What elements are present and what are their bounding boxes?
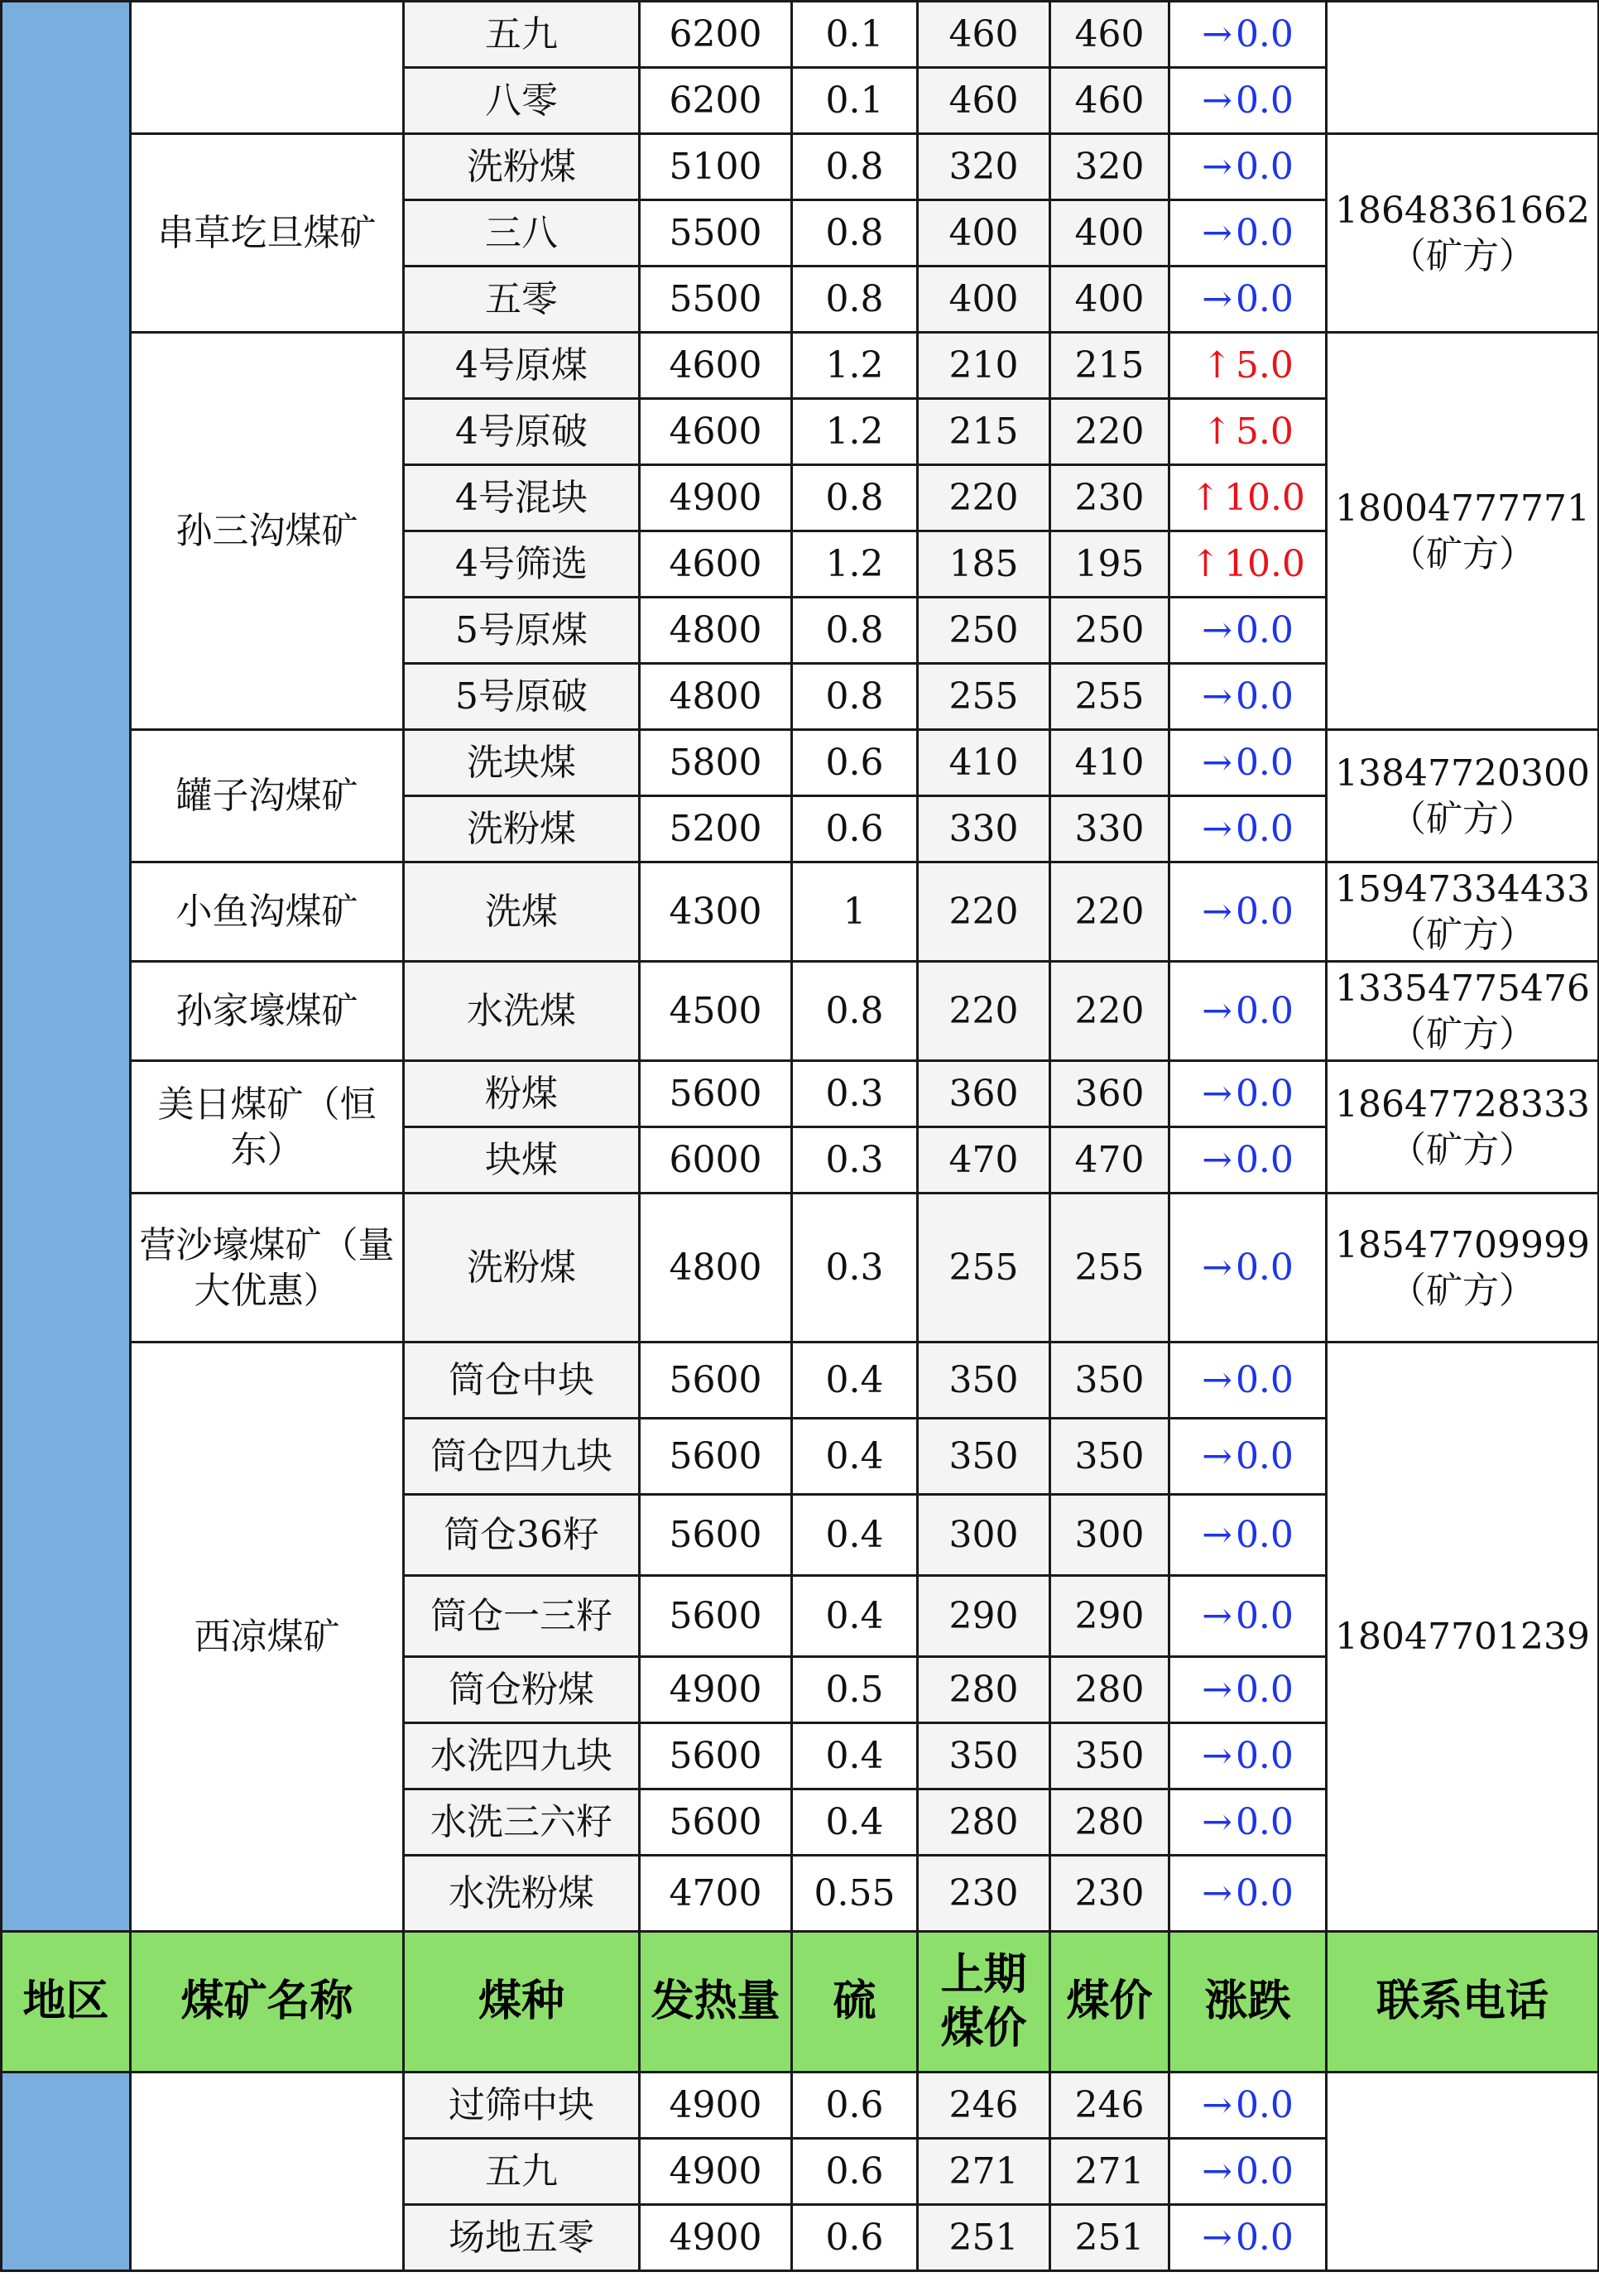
sulfur-cell: 0.4 xyxy=(792,1495,918,1576)
table-row xyxy=(2,730,1599,796)
price-cell: 400 xyxy=(1050,267,1169,333)
change-cell xyxy=(1169,134,1327,200)
prev-price-cell: 230 xyxy=(918,1856,1050,1932)
price-cell: 255 xyxy=(1050,664,1169,730)
change-cell xyxy=(1169,2073,1327,2139)
coal-type-cell: 洗粉煤 xyxy=(404,1194,640,1343)
prev-price-cell: 400 xyxy=(918,267,1050,333)
header-change: 涨跌 xyxy=(1169,1932,1327,2073)
heat-value-cell: 5500 xyxy=(640,200,792,267)
prev-price-cell: 350 xyxy=(918,1343,1050,1419)
phone-note: （矿方） xyxy=(1390,797,1535,840)
coal-type-cell: 洗粉煤 xyxy=(404,796,640,862)
price-cell: 470 xyxy=(1050,1127,1169,1194)
coal-type-cell: 筒仓36籽 xyxy=(404,1495,640,1576)
change-value: 0.0 xyxy=(1235,1669,1294,1711)
mine-name-cell xyxy=(131,2,404,134)
phone-cell xyxy=(1327,730,1599,862)
price-cell: 280 xyxy=(1050,1789,1169,1856)
header-price: 煤价 xyxy=(1050,1932,1169,2073)
change-value: 0.0 xyxy=(1235,990,1294,1032)
coal-type-cell: 4号原破 xyxy=(404,399,640,465)
heat-value-cell: 5600 xyxy=(640,1723,792,1789)
sulfur-cell: 0.3 xyxy=(792,1127,918,1194)
coal-type-cell: 粉煤 xyxy=(404,1061,640,1127)
heat-value-cell: 4300 xyxy=(640,862,792,962)
coal-type-cell: 4号混块 xyxy=(404,465,640,531)
sulfur-cell: 0.8 xyxy=(792,962,918,1061)
sulfur-cell: 0.8 xyxy=(792,200,918,267)
price-cell: 280 xyxy=(1050,1657,1169,1723)
right-arrow-icon: → xyxy=(1202,609,1232,651)
change-value: 10.0 xyxy=(1223,477,1305,519)
right-arrow-icon: → xyxy=(1202,1735,1232,1777)
right-arrow-icon: → xyxy=(1202,1359,1232,1401)
change-cell xyxy=(1169,598,1327,664)
change-cell xyxy=(1169,465,1327,531)
coal-type-cell: 块煤 xyxy=(404,1127,640,1194)
prev-price-cell: 220 xyxy=(918,862,1050,962)
heat-value-cell: 4600 xyxy=(640,531,792,598)
sulfur-cell: 0.6 xyxy=(792,2205,918,2271)
prev-price-cell: 460 xyxy=(918,2,1050,68)
price-cell: 215 xyxy=(1050,333,1169,399)
change-cell xyxy=(1169,1723,1327,1789)
phone-number: 18648361662 xyxy=(1335,189,1590,232)
phone-note: （矿方） xyxy=(1390,913,1535,956)
table-row xyxy=(2,1343,1599,1419)
sulfur-cell: 0.6 xyxy=(792,2139,918,2205)
heat-value-cell: 6200 xyxy=(640,68,792,134)
change-value: 5.0 xyxy=(1235,344,1294,387)
sulfur-cell: 0.55 xyxy=(792,1856,918,1932)
sulfur-cell: 1.2 xyxy=(792,531,918,598)
phone-number: 13354775476 xyxy=(1335,967,1590,1010)
change-value: 0.0 xyxy=(1235,212,1294,254)
up-arrow-icon: ↑ xyxy=(1190,543,1221,585)
prev-price-cell: 251 xyxy=(918,2205,1050,2271)
sulfur-cell: 1 xyxy=(792,862,918,962)
coal-type-cell: 筒仓一三籽 xyxy=(404,1576,640,1657)
coal-type-cell: 过筛中块 xyxy=(404,2073,640,2139)
phone-note: （矿方） xyxy=(1390,1269,1535,1312)
price-cell: 230 xyxy=(1050,465,1169,531)
coal-type-cell: 洗块煤 xyxy=(404,730,640,796)
sulfur-cell: 0.8 xyxy=(792,598,918,664)
sulfur-cell: 0.8 xyxy=(792,134,918,200)
sulfur-cell: 0.4 xyxy=(792,1419,918,1495)
phone-number: 18047701239 xyxy=(1335,1616,1590,1658)
change-value: 0.0 xyxy=(1235,742,1294,784)
coal-type-cell: 洗粉煤 xyxy=(404,134,640,200)
phone-cell xyxy=(1327,333,1599,730)
right-arrow-icon: → xyxy=(1202,742,1232,784)
change-cell xyxy=(1169,2139,1327,2205)
prev-price-cell: 255 xyxy=(918,1194,1050,1343)
right-arrow-icon: → xyxy=(1202,1669,1232,1711)
table-row xyxy=(2,134,1599,200)
change-value: 0.0 xyxy=(1235,891,1294,933)
change-value: 0.0 xyxy=(1235,675,1294,718)
coal-type-cell: 筒仓粉煤 xyxy=(404,1657,640,1723)
change-value: 0.0 xyxy=(1235,1735,1294,1777)
price-cell: 460 xyxy=(1050,2,1169,68)
change-cell xyxy=(1169,531,1327,598)
change-value: 0.0 xyxy=(1235,1246,1294,1289)
prev-price-cell: 360 xyxy=(918,1061,1050,1127)
sulfur-cell: 0.3 xyxy=(792,1194,918,1343)
heat-value-cell: 5600 xyxy=(640,1061,792,1127)
change-cell xyxy=(1169,1495,1327,1576)
mine-name-cell: 美日煤矿（恒东） xyxy=(131,1061,404,1194)
phone-number: 18004777771 xyxy=(1335,487,1590,530)
phone-note: （矿方） xyxy=(1390,234,1535,277)
right-arrow-icon: → xyxy=(1202,2150,1232,2193)
change-cell xyxy=(1169,862,1327,962)
right-arrow-icon: → xyxy=(1202,146,1232,188)
right-arrow-icon: → xyxy=(1202,990,1232,1032)
region-cell xyxy=(2,2,131,1932)
mine-name-cell: 罐子沟煤矿 xyxy=(131,730,404,862)
table-row xyxy=(2,1194,1599,1343)
sulfur-cell: 0.6 xyxy=(792,796,918,862)
right-arrow-icon: → xyxy=(1202,1435,1232,1477)
sulfur-cell: 0.4 xyxy=(792,1576,918,1657)
table-row xyxy=(2,862,1599,962)
change-value: 0.0 xyxy=(1235,79,1294,122)
change-cell xyxy=(1169,1061,1327,1127)
price-cell: 320 xyxy=(1050,134,1169,200)
right-arrow-icon: → xyxy=(1202,808,1232,850)
heat-value-cell: 4900 xyxy=(640,465,792,531)
change-value: 5.0 xyxy=(1235,411,1294,453)
sulfur-cell: 0.8 xyxy=(792,664,918,730)
up-arrow-icon: ↑ xyxy=(1202,344,1232,387)
prev-price-cell: 280 xyxy=(918,1657,1050,1723)
phone-cell xyxy=(1327,134,1599,333)
mine-name-cell: 孙三沟煤矿 xyxy=(131,333,404,730)
change-cell xyxy=(1169,962,1327,1061)
price-cell: 271 xyxy=(1050,2139,1169,2205)
heat-value-cell: 4900 xyxy=(640,2139,792,2205)
right-arrow-icon: → xyxy=(1202,278,1232,320)
up-arrow-icon: ↑ xyxy=(1190,477,1221,519)
change-cell xyxy=(1169,399,1327,465)
price-cell: 350 xyxy=(1050,1723,1169,1789)
right-arrow-icon: → xyxy=(1202,1801,1232,1843)
heat-value-cell: 4800 xyxy=(640,598,792,664)
right-arrow-icon: → xyxy=(1202,1595,1232,1637)
right-arrow-icon: → xyxy=(1202,1246,1232,1289)
change-cell xyxy=(1169,68,1327,134)
change-value: 0.0 xyxy=(1235,1435,1294,1477)
sulfur-cell: 0.4 xyxy=(792,1723,918,1789)
coal-type-cell: 场地五零 xyxy=(404,2205,640,2271)
heat-value-cell: 5600 xyxy=(640,1419,792,1495)
prev-price-cell: 255 xyxy=(918,664,1050,730)
phone-cell xyxy=(1327,1343,1599,1932)
mine-name-cell: 孙家壕煤矿 xyxy=(131,962,404,1061)
prev-price-cell: 280 xyxy=(918,1789,1050,1856)
price-cell: 330 xyxy=(1050,796,1169,862)
table-row xyxy=(2,962,1599,1061)
prev-price-cell: 246 xyxy=(918,2073,1050,2139)
change-value: 0.0 xyxy=(1235,808,1294,850)
mine-name-cell: 西凉煤矿 xyxy=(131,1343,404,1932)
phone-number: 13847720300 xyxy=(1335,752,1590,795)
phone-cell xyxy=(1327,962,1599,1061)
heat-value-cell: 5800 xyxy=(640,730,792,796)
prev-price-cell: 320 xyxy=(918,134,1050,200)
change-value: 0.0 xyxy=(1235,13,1294,55)
change-cell xyxy=(1169,1194,1327,1343)
prev-price-cell: 410 xyxy=(918,730,1050,796)
up-arrow-icon: ↑ xyxy=(1202,411,1232,453)
right-arrow-icon: → xyxy=(1202,79,1232,122)
heat-value-cell: 6000 xyxy=(640,1127,792,1194)
sulfur-cell: 0.6 xyxy=(792,2073,918,2139)
change-value: 0.0 xyxy=(1235,1595,1294,1637)
heat-value-cell: 4700 xyxy=(640,1856,792,1932)
right-arrow-icon: → xyxy=(1202,1139,1232,1181)
heat-value-cell: 6200 xyxy=(640,2,792,68)
price-cell: 230 xyxy=(1050,1856,1169,1932)
prev-price-cell: 400 xyxy=(918,200,1050,267)
change-value: 0.0 xyxy=(1235,2150,1294,2193)
change-cell xyxy=(1169,730,1327,796)
change-cell xyxy=(1169,1576,1327,1657)
change-value: 0.0 xyxy=(1235,1139,1294,1181)
coal-type-cell: 五零 xyxy=(404,267,640,333)
heat-value-cell: 5200 xyxy=(640,796,792,862)
price-cell: 220 xyxy=(1050,862,1169,962)
phone-number: 18647728333 xyxy=(1335,1083,1590,1126)
price-cell: 251 xyxy=(1050,2205,1169,2271)
price-cell: 255 xyxy=(1050,1194,1169,1343)
mine-name-cell: 营沙壕煤矿（量大优惠） xyxy=(131,1194,404,1343)
coal-type-cell: 五九 xyxy=(404,2,640,68)
prev-price-cell: 210 xyxy=(918,333,1050,399)
sulfur-cell: 0.8 xyxy=(792,267,918,333)
price-cell: 250 xyxy=(1050,598,1169,664)
change-value: 0.0 xyxy=(1235,609,1294,651)
heat-value-cell: 5600 xyxy=(640,1576,792,1657)
coal-type-cell: 五九 xyxy=(404,2139,640,2205)
change-value: 0.0 xyxy=(1235,1073,1294,1115)
header-row xyxy=(2,1932,1599,2073)
header-coal-type: 煤种 xyxy=(404,1932,640,2073)
coal-type-cell: 三八 xyxy=(404,200,640,267)
prev-price-cell: 470 xyxy=(918,1127,1050,1194)
price-cell: 460 xyxy=(1050,68,1169,134)
phone-cell xyxy=(1327,862,1599,962)
right-arrow-icon: → xyxy=(1202,2217,1232,2259)
sulfur-cell: 0.1 xyxy=(792,68,918,134)
heat-value-cell: 4800 xyxy=(640,1194,792,1343)
price-cell: 350 xyxy=(1050,1419,1169,1495)
prev-price-cell: 220 xyxy=(918,962,1050,1061)
change-cell xyxy=(1169,2205,1327,2271)
change-value: 0.0 xyxy=(1235,1872,1294,1914)
phone-number: 15947334433 xyxy=(1335,867,1590,910)
coal-type-cell: 洗煤 xyxy=(404,862,640,962)
price-cell: 195 xyxy=(1050,531,1169,598)
heat-value-cell: 5600 xyxy=(640,1789,792,1856)
sulfur-cell: 0.6 xyxy=(792,730,918,796)
phone-note: （矿方） xyxy=(1390,1128,1535,1171)
right-arrow-icon: → xyxy=(1202,1514,1232,1556)
table-row xyxy=(2,333,1599,399)
prev-price-cell: 290 xyxy=(918,1576,1050,1657)
coal-type-cell: 4号筛选 xyxy=(404,531,640,598)
heat-value-cell: 4900 xyxy=(640,1657,792,1723)
right-arrow-icon: → xyxy=(1202,891,1232,933)
sulfur-cell: 0.1 xyxy=(792,2,918,68)
change-cell xyxy=(1169,2,1327,68)
sulfur-cell: 0.5 xyxy=(792,1657,918,1723)
phone-cell xyxy=(1327,1061,1599,1194)
change-cell xyxy=(1169,1856,1327,1932)
sulfur-cell: 0.8 xyxy=(792,465,918,531)
right-arrow-icon: → xyxy=(1202,1073,1232,1115)
mine-name-cell: 小鱼沟煤矿 xyxy=(131,862,404,962)
price-cell: 350 xyxy=(1050,1343,1169,1419)
change-cell xyxy=(1169,333,1327,399)
change-cell xyxy=(1169,664,1327,730)
header-prev-price: 上期煤价 xyxy=(918,1932,1050,2073)
header-mine-name: 煤矿名称 xyxy=(131,1932,404,2073)
phone-cell xyxy=(1327,2073,1599,2271)
phone-cell xyxy=(1327,2,1599,134)
heat-value-cell: 5100 xyxy=(640,134,792,200)
heat-value-cell: 4800 xyxy=(640,664,792,730)
right-arrow-icon: → xyxy=(1202,2084,1232,2126)
change-cell xyxy=(1169,1343,1327,1419)
heat-value-cell: 4900 xyxy=(640,2073,792,2139)
sulfur-cell: 0.3 xyxy=(792,1061,918,1127)
change-value: 0.0 xyxy=(1235,1514,1294,1556)
right-arrow-icon: → xyxy=(1202,212,1232,254)
prev-price-cell: 215 xyxy=(918,399,1050,465)
change-cell xyxy=(1169,1789,1327,1856)
change-value: 0.0 xyxy=(1235,278,1294,320)
prev-price-cell: 185 xyxy=(918,531,1050,598)
right-arrow-icon: → xyxy=(1202,1872,1232,1914)
coal-type-cell: 八零 xyxy=(404,68,640,134)
price-cell: 246 xyxy=(1050,2073,1169,2139)
header-region: 地区 xyxy=(2,1932,131,2073)
sulfur-cell: 1.2 xyxy=(792,399,918,465)
header-heat-value: 发热量 xyxy=(640,1932,792,2073)
mine-name-cell: 串草圪旦煤矿 xyxy=(131,134,404,333)
sulfur-cell: 0.4 xyxy=(792,1343,918,1419)
heat-value-cell: 5600 xyxy=(640,1495,792,1576)
change-value: 0.0 xyxy=(1235,146,1294,188)
change-cell xyxy=(1169,796,1327,862)
heat-value-cell: 4600 xyxy=(640,399,792,465)
heat-value-cell: 5500 xyxy=(640,267,792,333)
change-cell xyxy=(1169,1657,1327,1723)
coal-type-cell: 水洗煤 xyxy=(404,962,640,1061)
coal-type-cell: 筒仓中块 xyxy=(404,1343,640,1419)
prev-price-cell: 350 xyxy=(918,1419,1050,1495)
heat-value-cell: 4500 xyxy=(640,962,792,1061)
phone-cell xyxy=(1327,1194,1599,1343)
change-cell xyxy=(1169,200,1327,267)
header-sulfur: 硫 xyxy=(792,1932,918,2073)
price-cell: 300 xyxy=(1050,1495,1169,1576)
price-cell: 360 xyxy=(1050,1061,1169,1127)
coal-type-cell: 水洗粉煤 xyxy=(404,1856,640,1932)
prev-price-cell: 271 xyxy=(918,2139,1050,2205)
price-cell: 290 xyxy=(1050,1576,1169,1657)
price-cell: 410 xyxy=(1050,730,1169,796)
prev-price-cell: 330 xyxy=(918,796,1050,862)
heat-value-cell: 4600 xyxy=(640,333,792,399)
mine-name-cell xyxy=(131,2073,404,2271)
change-value: 0.0 xyxy=(1235,2217,1294,2259)
coal-type-cell: 4号原煤 xyxy=(404,333,640,399)
coal-type-cell: 5号原煤 xyxy=(404,598,640,664)
coal-type-cell: 水洗三六籽 xyxy=(404,1789,640,1856)
header-phone: 联系电话 xyxy=(1327,1932,1599,2073)
table-row xyxy=(2,2,1599,68)
change-cell xyxy=(1169,1127,1327,1194)
coal-type-cell: 水洗四九块 xyxy=(404,1723,640,1789)
right-arrow-icon: → xyxy=(1202,675,1232,718)
table-row xyxy=(2,2073,1599,2139)
table-row xyxy=(2,1061,1599,1127)
prev-price-cell: 460 xyxy=(918,68,1050,134)
prev-price-cell: 300 xyxy=(918,1495,1050,1576)
coal-type-cell: 5号原破 xyxy=(404,664,640,730)
phone-note: （矿方） xyxy=(1390,1012,1535,1055)
change-cell xyxy=(1169,267,1327,333)
price-cell: 220 xyxy=(1050,399,1169,465)
price-cell: 220 xyxy=(1050,962,1169,1061)
heat-value-cell: 4900 xyxy=(640,2205,792,2271)
change-value: 0.0 xyxy=(1235,1801,1294,1843)
phone-number: 18547709999 xyxy=(1335,1223,1590,1266)
price-cell: 400 xyxy=(1050,200,1169,267)
coal-type-cell: 筒仓四九块 xyxy=(404,1419,640,1495)
prev-price-cell: 350 xyxy=(918,1723,1050,1789)
sulfur-cell: 0.4 xyxy=(792,1789,918,1856)
change-value: 10.0 xyxy=(1223,543,1305,585)
region-cell xyxy=(2,2073,131,2271)
right-arrow-icon: → xyxy=(1202,13,1232,55)
phone-note: （矿方） xyxy=(1390,532,1535,575)
change-value: 0.0 xyxy=(1235,2084,1294,2126)
change-value: 0.0 xyxy=(1235,1359,1294,1401)
prev-price-cell: 250 xyxy=(918,598,1050,664)
heat-value-cell: 5600 xyxy=(640,1343,792,1419)
prev-price-cell: 220 xyxy=(918,465,1050,531)
sulfur-cell: 1.2 xyxy=(792,333,918,399)
change-cell xyxy=(1169,1419,1327,1495)
